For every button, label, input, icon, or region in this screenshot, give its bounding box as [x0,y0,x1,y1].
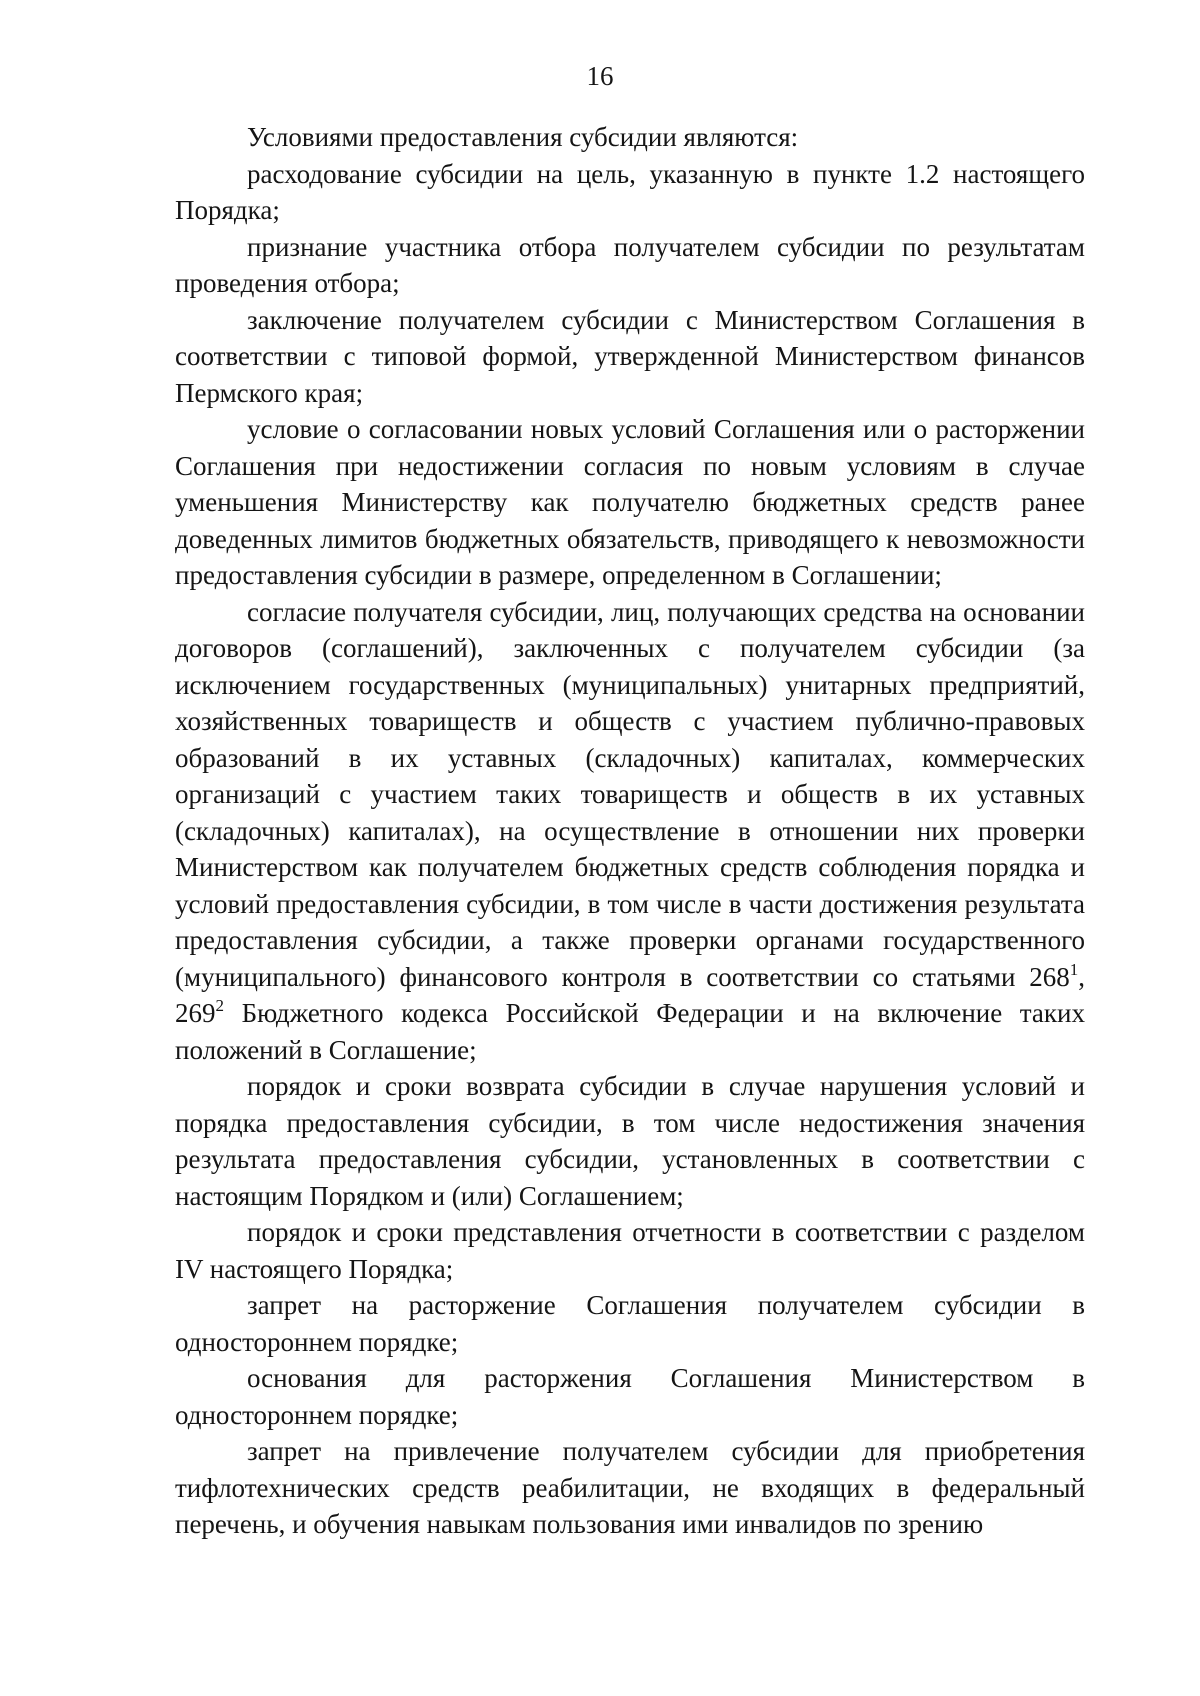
consent-text-end: Бюджетного кодекса Российской Федерации и на включение таких положений в Соглашение; [175,998,1085,1065]
paragraph-recognition-recipient: признание участника отбора получателем субсидии по результатам проведения отбора; [175,231,1085,298]
article-268-superscript: 1 [1069,959,1079,979]
paragraph-new-conditions: условие о согласовании новых условий Соглашения или о расторжении Соглашения при недостижении согласия по новым условиям в случае уменьшения Министерству как получателю бюджетных средств ранее доведенных лимитов бюджетных обязательств, приводящего к невозможности предоставления субсидии в размере, определенном в Соглашении; [175,414,1085,590]
paragraph-refund-procedure: порядок и сроки возврата субсидии в случае нарушения условий и порядка предоставления субсидии, в том числе недостижения значения результата предоставления субсидии, установленных в соответствии с настоящим Порядком и (или) Соглашением; [175,1071,1085,1211]
paragraph-conditions-intro: Условиями предоставления субсидии являются: [247,122,799,152]
consent-text-middle: , 269 [175,961,1085,1028]
paragraph-consent-inspection [175,594,1085,1069]
paragraph-agreement-conclusion: заключение получателем субсидии с Министерством Соглашения в соответствии с типовой формой, утвержденной Министерством финансов Пермского края; [175,304,1085,408]
paragraph-termination-grounds: основания для расторжения Соглашения Министерством в одностороннем порядке; [175,1363,1085,1430]
paragraph-termination-ban: запрет на расторжение Соглашения получателем субсидии в одностороннем порядке; [175,1290,1085,1357]
paragraph-procurement-ban: запрет на привлечение получателем субсидии для приобретения тифлотехнических средств реабилитации, не входящих в федеральный перечень, и обучения навыкам пользования ими инвалидов по зрению [175,1436,1085,1539]
page-number: 16 [586,61,614,91]
paragraph-spending-purpose: расходование субсидии на цель, указанную в пункте 1.2 настоящего Порядка; [175,158,1085,225]
article-269-superscript: 2 [215,996,224,1015]
consent-text-start: согласие получателя субсидии, лиц, получающих средства на основании договоров (соглашений), заключенных с получателем субсидии (за исключением государственных (муниципальных) унитарных предприятий, хозяйственных товариществ и обществ с участием публично-правовых образований в их уставных (складочных) капиталах, коммерческих организаций с участием таких товариществ и обществ в их уставных (складочных) капиталах), на осуществление в отношении них проверки Министерством как получателем бюджетных средств соблюдения порядка и условий предоставления субсидии, в том числе в части достижения результата предоставления субсидии, а также проверки органами государственного (муниципального) финансового контроля в соответствии со статьями 268 [175,596,1085,992]
document-body [175,119,1085,1543]
paragraph-reporting-procedure: порядок и сроки представления отчетности в соответствии с разделом IV настоящего Порядка; [175,1217,1085,1284]
